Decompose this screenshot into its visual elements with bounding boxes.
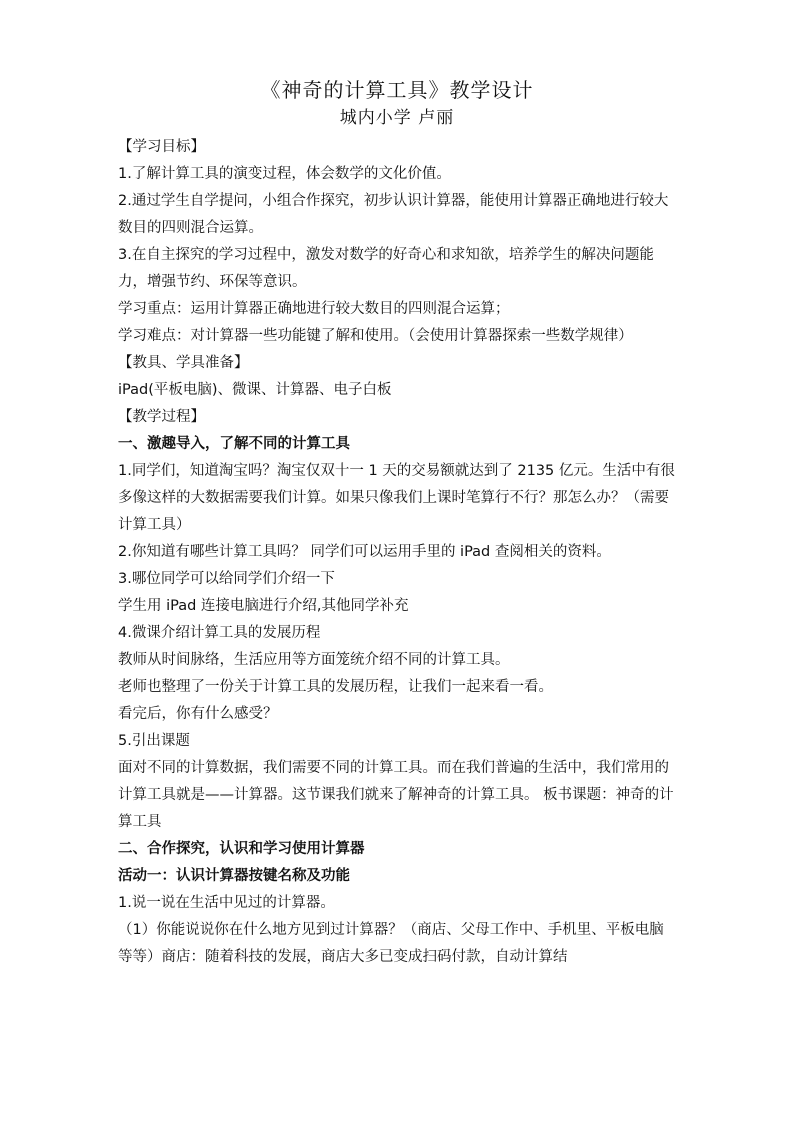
- paragraph: 看完后，你有什么感受？: [118, 706, 278, 722]
- paragraph: 1.了解计算工具的演变过程，体会数学的文化价值。: [118, 166, 451, 182]
- paragraph: 3.在自主探究的学习过程中，激发对数学的好奇心和求知欲，培养学生的解决问题能力，增强节约、环保等意识。: [118, 247, 654, 290]
- document-title: 《神奇的计算工具》教学设计: [260, 78, 534, 102]
- paragraph: 教师从时间脉络，生活应用等方面笼统介绍不同的计算工具。: [118, 652, 510, 668]
- paragraph: 学生用 iPad 连接电脑进行介绍,其他同学补充: [118, 598, 409, 614]
- section-heading-process: 【教学过程】: [118, 409, 205, 425]
- paragraph: 4.微课介绍计算工具的发展历程: [118, 625, 321, 641]
- activity-heading: 活动一：认识计算器按键名称及功能: [118, 868, 350, 884]
- paragraph: 3.哪位同学可以给同学们介绍一下: [118, 571, 335, 587]
- paragraph: 面对不同的计算数据，我们需要不同的计算工具。而在我们普遍的生活中，我们常用的计算工具就是——计算器。这节课我们就来了解神奇的计算工具。 板书课题：神奇的计算工具: [118, 760, 674, 830]
- paragraph: iPad(平板电脑)、微课、计算器、电子白板: [118, 382, 392, 398]
- document-body: [118, 134, 678, 971]
- paragraph: 1.说一说在生活中见过的计算器。: [118, 895, 335, 911]
- paragraph: （1）你能说说你在什么地方见到过计算器？（商店、父母工作中、手机里、平板电脑等等）商店：随着科技的发展，商店大多已变成扫码付款，自动计算结: [118, 922, 664, 965]
- section-heading-materials: 【教具、学具准备】: [118, 355, 249, 371]
- paragraph: 学习难点：对计算器一些功能键了解和使用。（会使用计算器探索一些数学规律）: [118, 328, 633, 344]
- paragraph: 5.引出课题: [118, 733, 190, 749]
- paragraph: 2.你知道有哪些计算工具吗？ 同学们可以运用手里的 iPad 查阅相关的资料。: [118, 544, 611, 560]
- subsection-heading: 一、激趣导入，了解不同的计算工具: [118, 436, 350, 452]
- paragraph: 老师也整理了一份关于计算工具的发展历程，让我们一起来看一看。: [118, 679, 553, 695]
- section-heading-objectives: 【学习目标】: [118, 139, 205, 155]
- paragraph: 学习重点：运用计算器正确地进行较大数目的四则混合运算；: [118, 301, 510, 317]
- paragraph: 1.同学们，知道淘宝吗？淘宝仅双十一 1 天的交易额就达到了 2135 亿元。生活中有很多像这样的大数据需要我们计算。如果只像我们上课时笔算行不行？那怎么办？（需要计算工具）: [118, 463, 675, 533]
- subsection-heading: 二、合作探究，认识和学习使用计算器: [118, 841, 365, 857]
- document-author: 城内小学 卢丽: [339, 108, 455, 128]
- paragraph: 2.通过学生自学提问，小组合作探究，初步认识计算器，能使用计算器正确地进行较大数目的四则混合运算。: [118, 193, 669, 236]
